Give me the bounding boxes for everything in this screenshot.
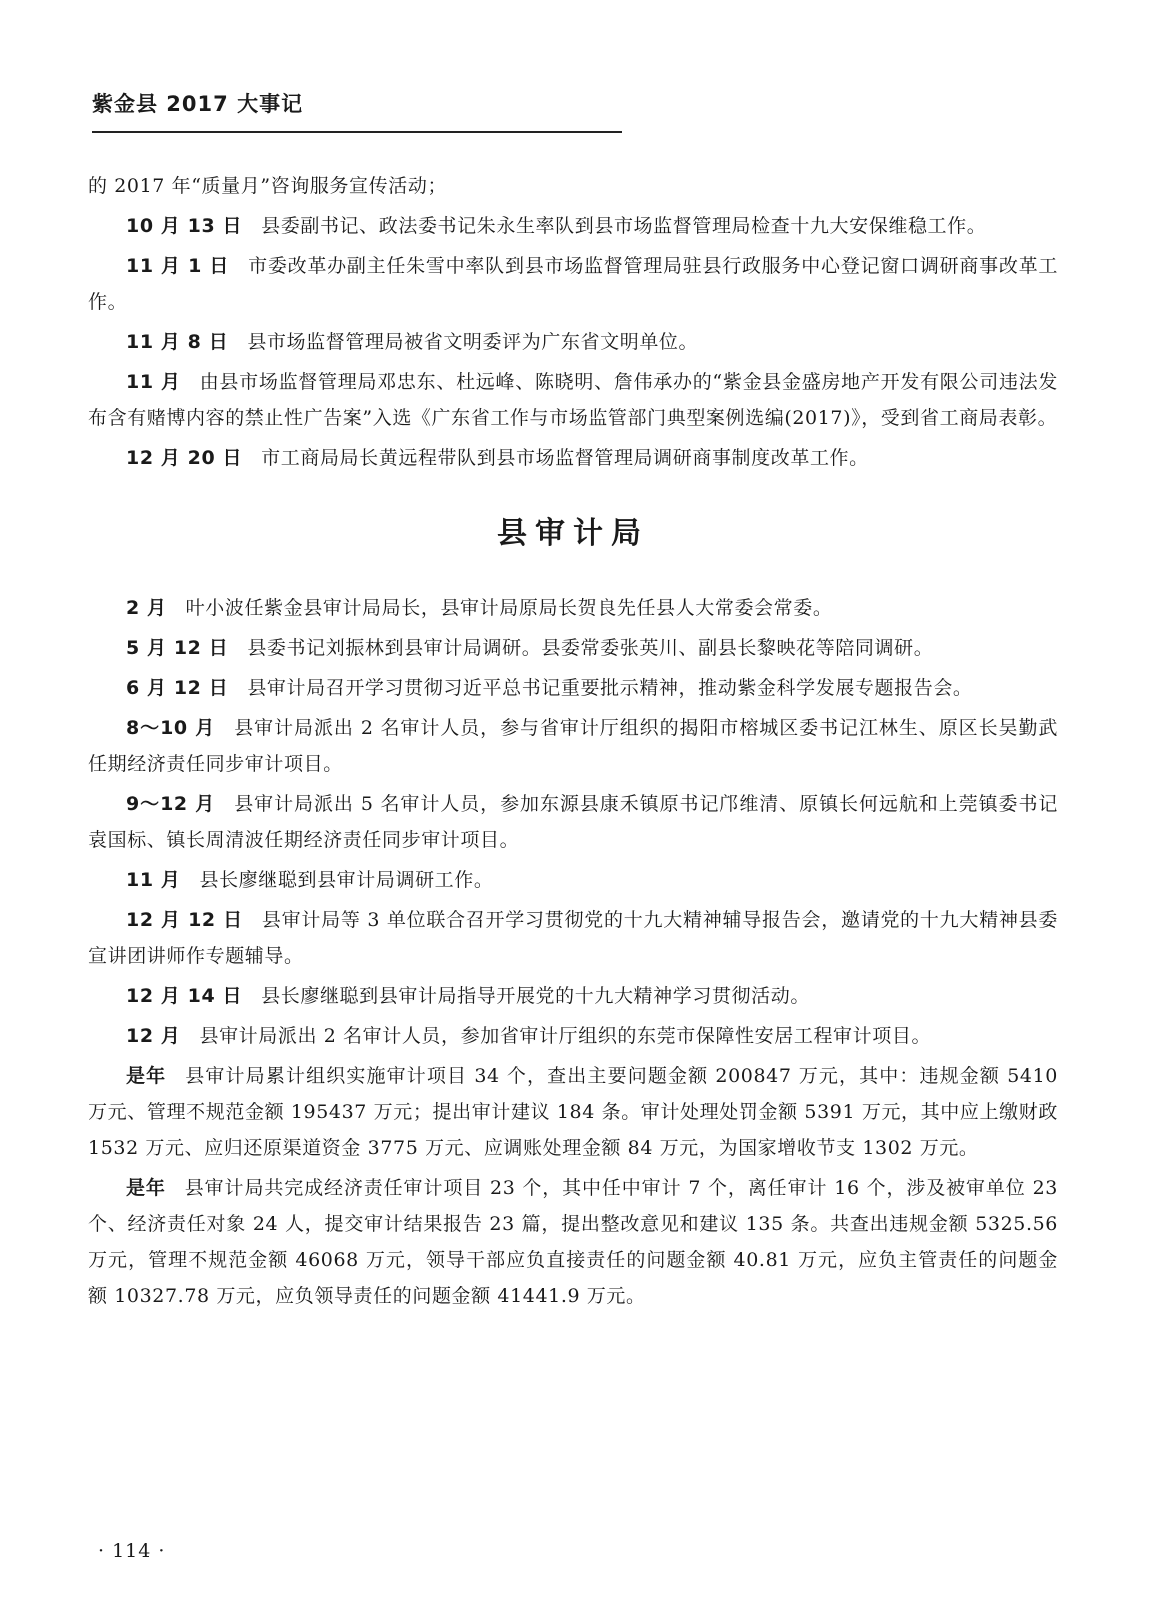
chronicle-entry: [88, 710, 1058, 782]
entry-date: 是年: [126, 1065, 167, 1087]
entry-date: 8～10 月: [126, 717, 216, 739]
audit-bureau-entries: [88, 590, 1058, 1314]
entry-date: 11 月 1 日: [126, 255, 230, 277]
entry-text: 县审计局派出 2 名审计人员，参加省审计厅组织的东莞市保障性安居工程审计项目。: [199, 1025, 932, 1047]
entry-date: 11 月: [126, 371, 181, 393]
entry-text: 县委书记刘振林到县审计局调研。县委常委张英川、副县长黎映花等陪同调研。: [247, 637, 934, 659]
entry-text: 县委副书记、政法委书记朱永生率队到县市场监督管理局检查十九大安保维稳工作。: [261, 215, 987, 237]
entry-date: 10 月 13 日: [126, 215, 243, 237]
entry-date: 2 月: [126, 597, 167, 619]
chronicle-entry: [88, 786, 1058, 858]
running-header-title: 紫金县 2017 大事记: [92, 92, 304, 116]
chronicle-entry: [88, 670, 1058, 706]
chronicle-entry: [88, 1058, 1058, 1166]
chronicle-entry: [88, 324, 1058, 360]
chronicle-entry: [88, 590, 1058, 626]
chronicle-entry: [88, 364, 1058, 436]
chronicle-entry: [88, 862, 1058, 898]
entry-date: 是年: [126, 1177, 166, 1199]
entry-text: 市工商局局长黄远程带队到县市场监督管理局调研商事制度改革工作。: [261, 447, 869, 469]
page-body: [88, 168, 1058, 1318]
entry-text: 由县市场监督管理局邓忠东、杜远峰、陈晓明、詹伟承办的“紫金县金盛房地产开发有限公司违法发布含有赌博内容的禁止性广告案”入选《广东省工作与市场监管部门典型案例选编(2017)》，受到省工商局表彰。: [88, 371, 1058, 429]
chronicle-entry: [88, 630, 1058, 666]
market-supervision-entries: [88, 208, 1058, 476]
continued-paragraph: 的 2017 年“质量月”咨询服务宣传活动；: [88, 175, 448, 197]
header-rule: [92, 131, 622, 133]
section-heading: 县审计局: [497, 516, 649, 551]
chronicle-entry: [88, 1170, 1058, 1314]
chronicle-entry: [88, 440, 1058, 476]
entry-date: 12 月 14 日: [126, 985, 243, 1007]
entry-text: 县审计局累计组织实施审计项目 34 个，查出主要问题金额 200847 万元，其中：违规金额 5410 万元、管理不规范金额 195437 万元；提出审计建议 184 条。审计处理处罚金额 5391 万元，其中应上缴财政 1532 万元、应归还原渠道资金 3775 万元、应调账处理金额 84 万元，为国家增收节支 1302 万元。: [88, 1065, 1058, 1159]
entry-text: 县审计局派出 5 名审计人员，参加东源县康禾镇原书记邝维清、原镇长何远航和上莞镇委书记袁国标、镇长周清波任期经济责任同步审计项目。: [88, 793, 1058, 851]
entry-text: 县审计局等 3 单位联合召开学习贯彻党的十九大精神辅导报告会，邀请党的十九大精神县委宣讲团讲师作专题辅导。: [88, 909, 1058, 967]
chronicle-entry: [88, 978, 1058, 1014]
entry-text: 叶小波任紫金县审计局局长，县审计局原局长贺良先任县人大常委会常委。: [185, 597, 833, 619]
entry-text: 县长廖继聪到县审计局调研工作。: [199, 869, 494, 891]
entry-date: 12 月: [126, 1025, 181, 1047]
entry-text: 市委改革办副主任朱雪中率队到县市场监督管理局驻县行政服务中心登记窗口调研商事改革工作。: [88, 255, 1058, 313]
chronicle-entry: [88, 902, 1058, 974]
entry-text: 县审计局共完成经济责任审计项目 23 个，其中任中审计 7 个，离任审计 16 个，涉及被审单位 23 个、经济责任对象 24 人，提交审计结果报告 23 篇，提出整改意见和建议 135 条。共查出违规金额 5325.56 万元，管理不规范金额 46068 万元，领导干部应负直接责任的问题金额 40.81 万元，应负主管责任的问题金额 10327.78 万元，应负领导责任的问题金额 41441.9 万元。: [88, 1177, 1058, 1307]
entry-date: 6 月 12 日: [126, 677, 229, 699]
entry-text: 县市场监督管理局被省文明委评为广东省文明单位。: [247, 331, 699, 353]
page-number: · 114 ·: [98, 1540, 166, 1562]
entry-text: 县审计局召开学习贯彻习近平总书记重要批示精神，推动紫金科学发展专题报告会。: [247, 677, 973, 699]
entry-date: 12 月 20 日: [126, 447, 243, 469]
chronicle-entry: [88, 248, 1058, 320]
entry-date: 5 月 12 日: [126, 637, 229, 659]
entry-date: 11 月: [126, 869, 181, 891]
entry-text: 县长廖继聪到县审计局指导开展党的十九大精神学习贯彻活动。: [261, 985, 810, 1007]
entry-text: 县审计局派出 2 名审计人员，参与省审计厅组织的揭阳市榕城区委书记江林生、原区长吴勤武任期经济责任同步审计项目。: [88, 717, 1058, 775]
entry-date: 9～12 月: [126, 793, 216, 815]
chronicle-entry: [88, 208, 1058, 244]
chronicle-entry: [88, 1018, 1058, 1054]
entry-date: 11 月 8 日: [126, 331, 229, 353]
entry-date: 12 月 12 日: [126, 909, 243, 931]
